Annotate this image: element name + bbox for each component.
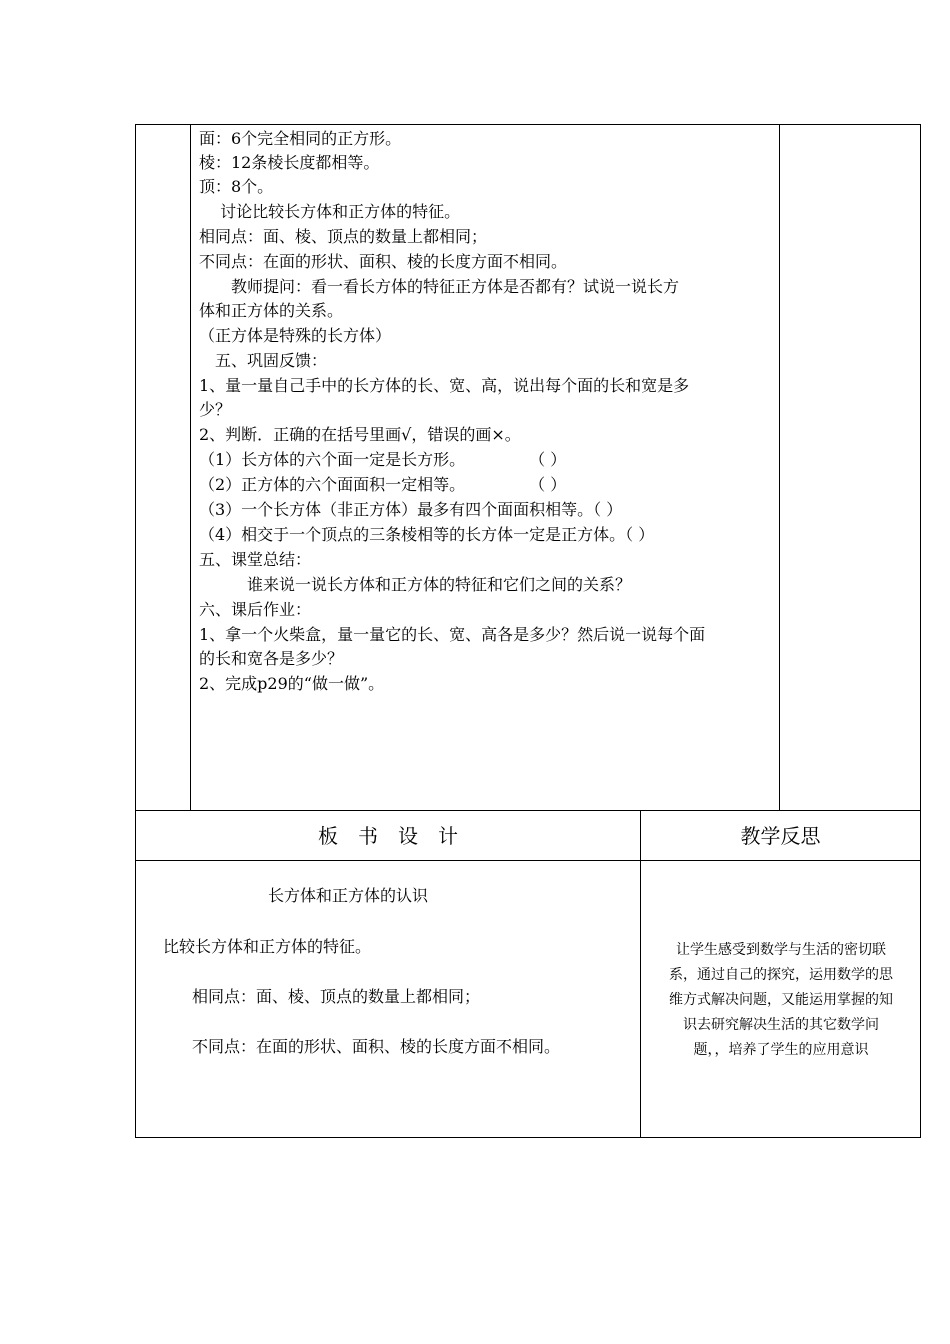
row-divider-1 xyxy=(135,810,921,811)
reflection-line: 让学生感受到数学与生活的密切联 xyxy=(676,942,886,958)
col-divider-b xyxy=(779,124,780,811)
lesson-line: 2、判断．正确的在括号里画√，错误的画×。 xyxy=(199,425,521,444)
lesson-line: 1、拿一个火柴盒，量一量它的长、宽、高各是多少？然后说一说每个面 xyxy=(199,625,706,644)
reflection-line: 识去研究解决生活的其它数学问 xyxy=(683,1017,879,1033)
lesson-line: （1）长方体的六个面一定是长方形。 （ ） xyxy=(199,450,567,469)
lesson-line: 的长和宽各是多少？ xyxy=(199,649,344,668)
table-right-border xyxy=(920,124,921,1138)
reflection-header: 教学反思 xyxy=(740,824,821,848)
board-design-header: 板 书 设 计 xyxy=(318,824,458,848)
lesson-line: 相同点：面、棱、顶点的数量上都相同； xyxy=(199,227,488,246)
col-divider-c xyxy=(640,810,641,1138)
lesson-line: 六、课后作业： xyxy=(199,600,312,619)
table-top-border xyxy=(135,124,921,125)
lesson-line: 五、课堂总结： xyxy=(199,550,312,569)
col-divider-a xyxy=(190,124,191,811)
lesson-line: 面：6个完全相同的正方形。 xyxy=(199,129,402,148)
lesson-line: 2、完成p29的“做一做”。 xyxy=(199,674,385,693)
lesson-line: 教师提问：看一看长方体的特征正方体是否都有？试说一说长方 xyxy=(199,277,680,296)
lesson-line: 顶：8个。 xyxy=(199,177,274,196)
row-divider-2 xyxy=(135,860,921,861)
board-line: 相同点：面、棱、顶点的数量上都相同； xyxy=(192,987,481,1006)
lesson-line: （2）正方体的六个面面积一定相等。 （ ） xyxy=(199,475,567,494)
lesson-line: （4）相交于一个顶点的三条棱相等的长方体一定是正方体。（ ） xyxy=(199,525,655,544)
board-line: 比较长方体和正方体的特征。 xyxy=(163,937,372,956)
board-title: 长方体和正方体的认识 xyxy=(268,886,429,905)
lesson-line: 少？ xyxy=(199,400,232,419)
table-left-border xyxy=(135,124,136,1138)
reflection-line: 系，通过自己的探究，运用数学的思 xyxy=(669,967,893,983)
lesson-line: （正方体是特殊的长方体） xyxy=(199,326,392,345)
lesson-line: 五、巩固反馈： xyxy=(199,351,328,370)
reflection-line: 题，，培养了学生的应用意识 xyxy=(693,1042,869,1058)
lesson-line: （3）一个长方体（非正方体）最多有四个面面积相等。（ ） xyxy=(199,500,623,519)
board-line: 不同点：在面的形状、面积、棱的长度方面不相同。 xyxy=(192,1037,561,1056)
lesson-line: 谁来说一说长方体和正方体的特征和它们之间的关系？ xyxy=(199,575,632,594)
reflection-line: 维方式解决问题，又能运用掌握的知 xyxy=(669,992,893,1008)
lesson-line: 1、量一量自己手中的长方体的长、宽、高，说出每个面的长和宽是多 xyxy=(199,376,690,395)
lesson-line: 棱：12条棱长度都相等。 xyxy=(199,153,380,172)
lesson-line: 不同点：在面的形状、面积、棱的长度方面不相同。 xyxy=(199,252,568,271)
reflection-content xyxy=(646,938,916,1063)
table-bottom-border xyxy=(135,1137,921,1138)
lesson-line: 体和正方体的关系。 xyxy=(199,301,344,320)
lesson-line: 讨论比较长方体和正方体的特征。 xyxy=(199,202,461,221)
